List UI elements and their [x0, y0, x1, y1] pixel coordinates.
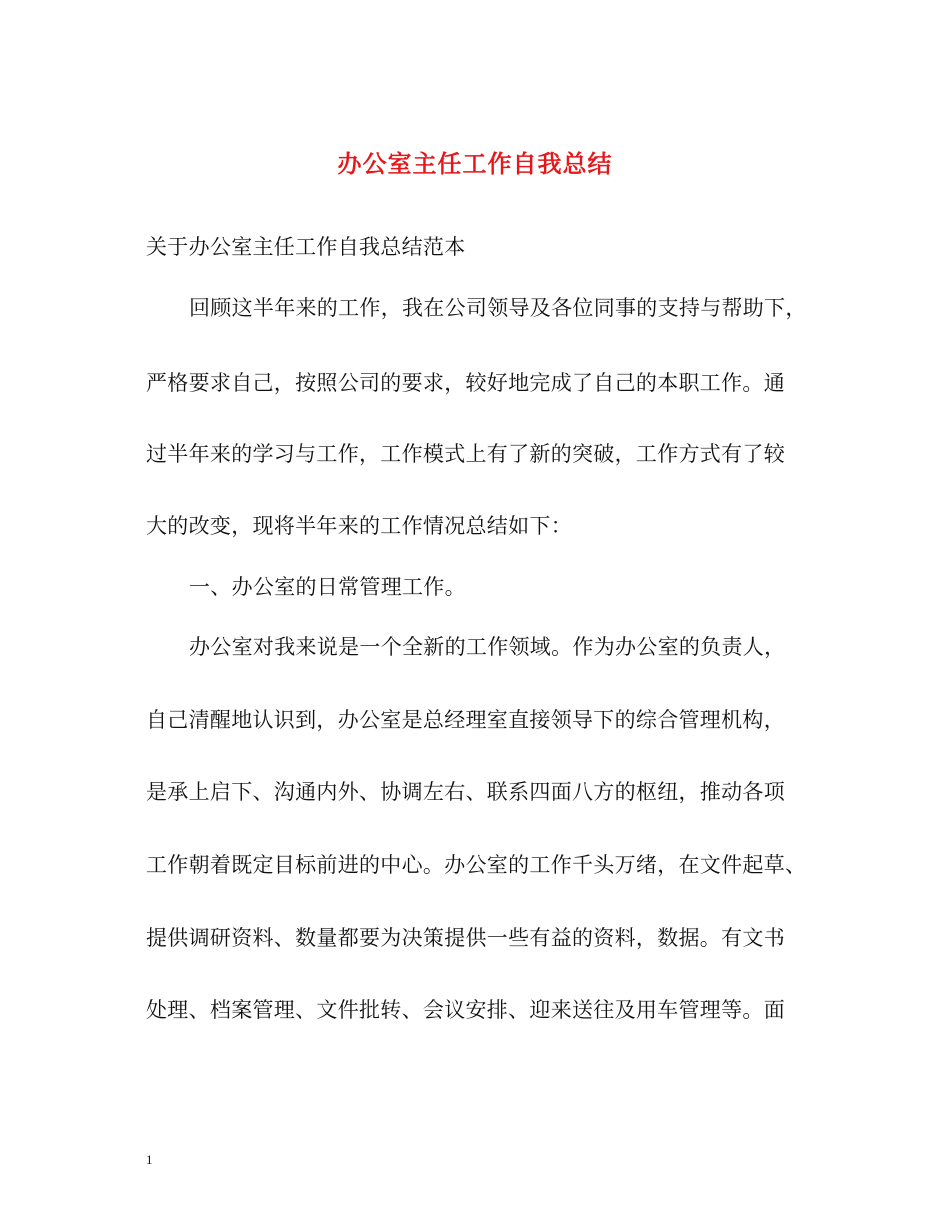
subtitle-line: 关于办公室主任工作自我总结范本	[146, 235, 466, 259]
paragraph-line: 处理、档案管理、文件批转、会议安排、迎来送往及用车管理等。面	[146, 998, 785, 1022]
paragraph-line: 自己清醒地认识到，办公室是总经理室直接领导下的综合管理机构，	[146, 708, 785, 732]
section-heading: 一、办公室的日常管理工作。	[189, 575, 466, 599]
page-number: 1	[146, 1152, 153, 1167]
paragraph-line: 过半年来的学习与工作，工作模式上有了新的突破，工作方式有了较	[146, 442, 785, 466]
paragraph-line: 回顾这半年来的工作，我在公司领导及各位同事的支持与帮助下，	[189, 296, 807, 320]
paragraph-line: 大的改变，现将半年来的工作情况总结如下：	[146, 514, 572, 538]
paragraph-line: 严格要求自己，按照公司的要求，较好地完成了自己的本职工作。通	[146, 371, 785, 395]
paragraph-line: 是承上启下、沟通内外、协调左右、联系四面八方的枢纽，推动各项	[146, 780, 785, 804]
paragraph-line: 办公室对我来说是一个全新的工作领域。作为办公室的负责人，	[189, 635, 786, 659]
paragraph-line: 工作朝着既定目标前进的中心。办公室的工作千头万绪，在文件起草、	[146, 853, 807, 877]
document-title: 办公室主任工作自我总结	[337, 149, 613, 178]
paragraph-line: 提供调研资料、数量都要为决策提供一些有益的资料，数据。有文书	[146, 926, 785, 950]
